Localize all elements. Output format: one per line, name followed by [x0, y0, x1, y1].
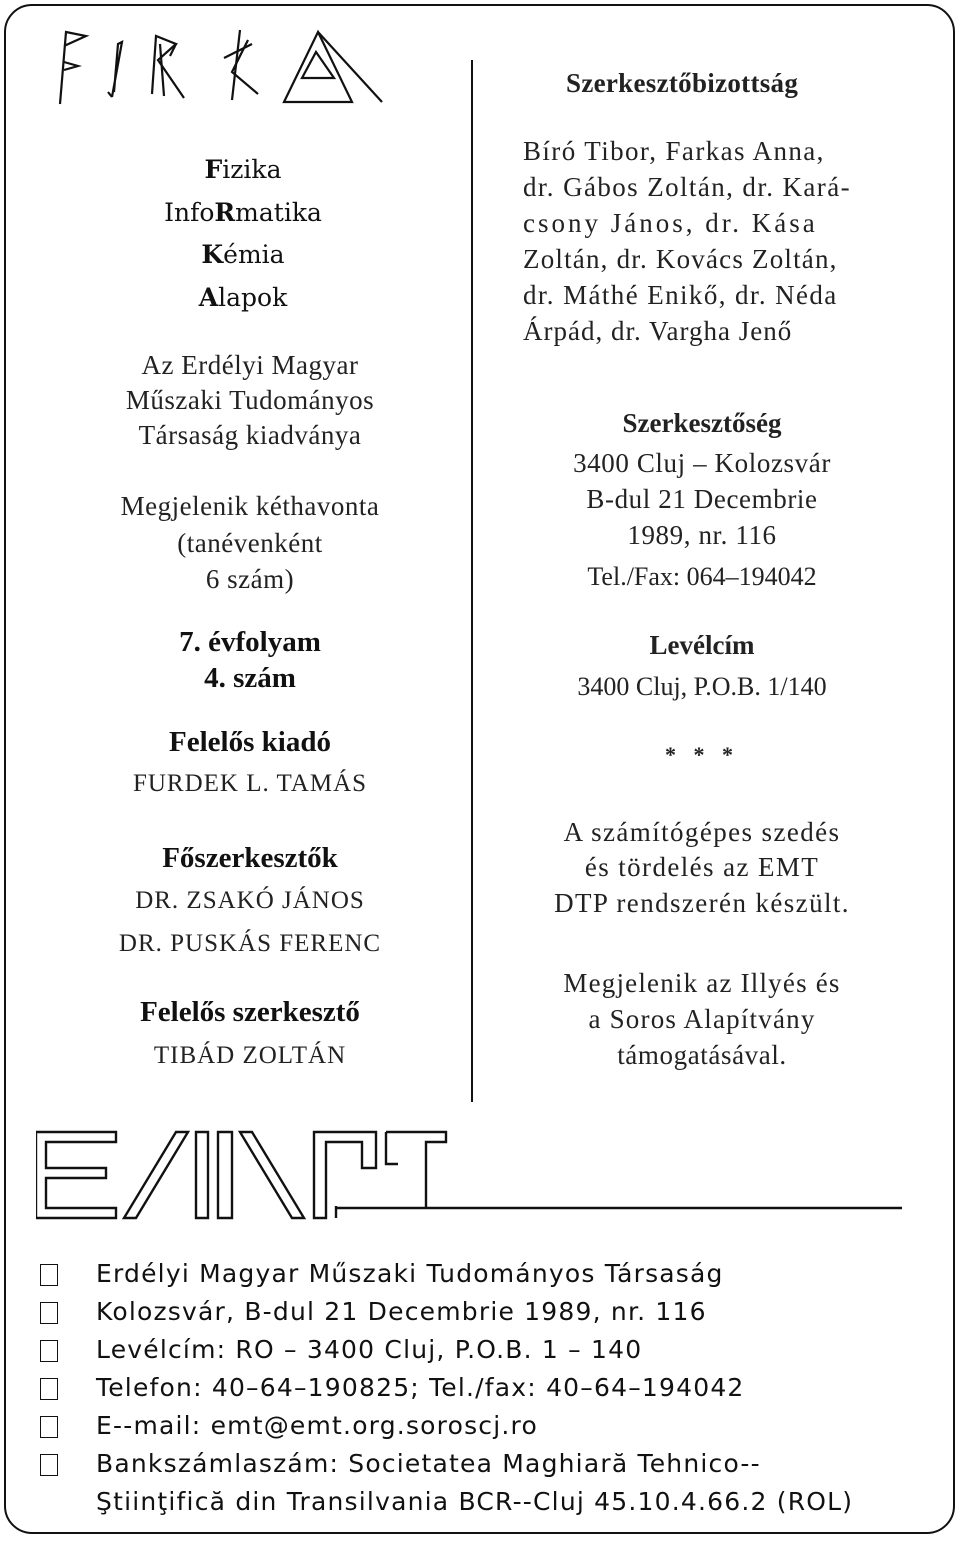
subject-fizika: Fizika — [204, 155, 282, 184]
chief-editor-1: DR. ZSAKÓ JÁNOS — [135, 887, 365, 914]
typesetting-line-1: A számítógépes szedés — [563, 817, 841, 847]
mail-title: Levélcím — [649, 630, 755, 660]
section-separator: * * * — [665, 742, 739, 767]
info-row-address: Kolozsvár, B-dul 21 Decembrie 1989, nr. 116 — [40, 1293, 920, 1331]
board-line-3: csony János, dr. Kása — [523, 208, 818, 238]
support-line-1: Megjelenik az Illyés és — [563, 968, 841, 998]
typesetting-line-3: DTP rendszerén készült. — [554, 888, 850, 918]
firka-logo — [52, 22, 397, 107]
responsible-publisher-label: Felelős kiadó — [169, 726, 331, 758]
info-row-email: E--mail: emt@emt.org.soroscj.ro — [40, 1407, 920, 1445]
responsible-editor-label: Felelős szerkesztő — [140, 996, 360, 1028]
info-row-name: Erdélyi Magyar Műszaki Tudományos Társaság — [40, 1255, 920, 1293]
frequency-line-1: Megjelenik kéthavonta — [120, 491, 380, 521]
emt-logo — [36, 1128, 906, 1223]
info-row-mailing: Levélcím: RO – 3400 Cluj, P.O.B. 1 – 140 — [40, 1331, 920, 1369]
checkbox-square-icon — [40, 1378, 58, 1400]
responsible-editor: TIBÁD ZOLTÁN — [153, 1042, 347, 1069]
chief-editor-2: DR. PUSKÁS FERENC — [118, 930, 382, 957]
board-line-6: Árpád, dr. Vargha Jenő — [523, 316, 793, 346]
board-line-4: Zoltán, dr. Kovács Zoltán, — [523, 244, 838, 274]
publisher-line-3: Társaság kiadványa — [138, 420, 362, 450]
office-line-1: 3400 Cluj – Kolozsvár — [573, 448, 831, 478]
board-line-5: dr. Máthé Enikő, dr. Néda — [523, 280, 838, 310]
checkbox-square-icon — [40, 1340, 58, 1362]
frequency-line-2: (tanévenként — [177, 528, 323, 558]
volume: 7. évfolyam — [179, 626, 321, 658]
board-title: Szerkesztőbizottság — [566, 68, 799, 98]
chief-editors-label: Főszerkesztők — [162, 842, 338, 874]
subject-alapok: Alapok — [198, 283, 288, 312]
info-row-phone: Telefon: 40–64–190825; Tel./fax: 40–64–194042 — [40, 1369, 920, 1407]
mail-address: 3400 Cluj, P.O.B. 1/140 — [577, 672, 827, 701]
board-line-2: dr. Gábos Zoltán, dr. Kará- — [523, 172, 851, 202]
board-line-1: Bíró Tibor, Farkas Anna, — [523, 136, 825, 166]
checkbox-square-icon — [40, 1454, 58, 1476]
typesetting-line-2: és tördelés az EMT — [584, 852, 820, 882]
office-line-3: 1989, nr. 116 — [627, 520, 777, 550]
publisher-line-1: Az Erdélyi Magyar — [141, 350, 359, 380]
issue: 4. szám — [204, 662, 296, 694]
info-row-bank: Bankszámlaszám: Societatea Maghiară Tehnico-- — [40, 1445, 920, 1483]
responsible-publisher: FURDEK L. TAMÁS — [132, 770, 368, 797]
checkbox-square-icon — [40, 1264, 58, 1286]
subject-kemia: Kémia — [201, 240, 285, 269]
info-row-bank-continued: Ştiinţifică din Transilvania BCR--Cluj 45.10.4.66.2 (ROL) — [96, 1487, 854, 1516]
frequency-line-3: 6 szám) — [205, 564, 295, 594]
checkbox-square-icon — [40, 1416, 58, 1438]
office-line-2: B-dul 21 Decembrie — [586, 484, 818, 514]
support-line-2: a Soros Alapítvány — [588, 1004, 816, 1034]
emt-info-list — [40, 1255, 920, 1521]
office-title: Szerkesztőség — [622, 408, 782, 438]
checkbox-square-icon — [40, 1302, 58, 1324]
publisher-line-2: Műszaki Tudományos — [125, 385, 375, 415]
support-line-3: támogatásával. — [617, 1040, 787, 1070]
subject-informatika: InfoRmatika — [164, 198, 322, 227]
office-line-4: Tel./Fax: 064–194042 — [587, 562, 817, 591]
